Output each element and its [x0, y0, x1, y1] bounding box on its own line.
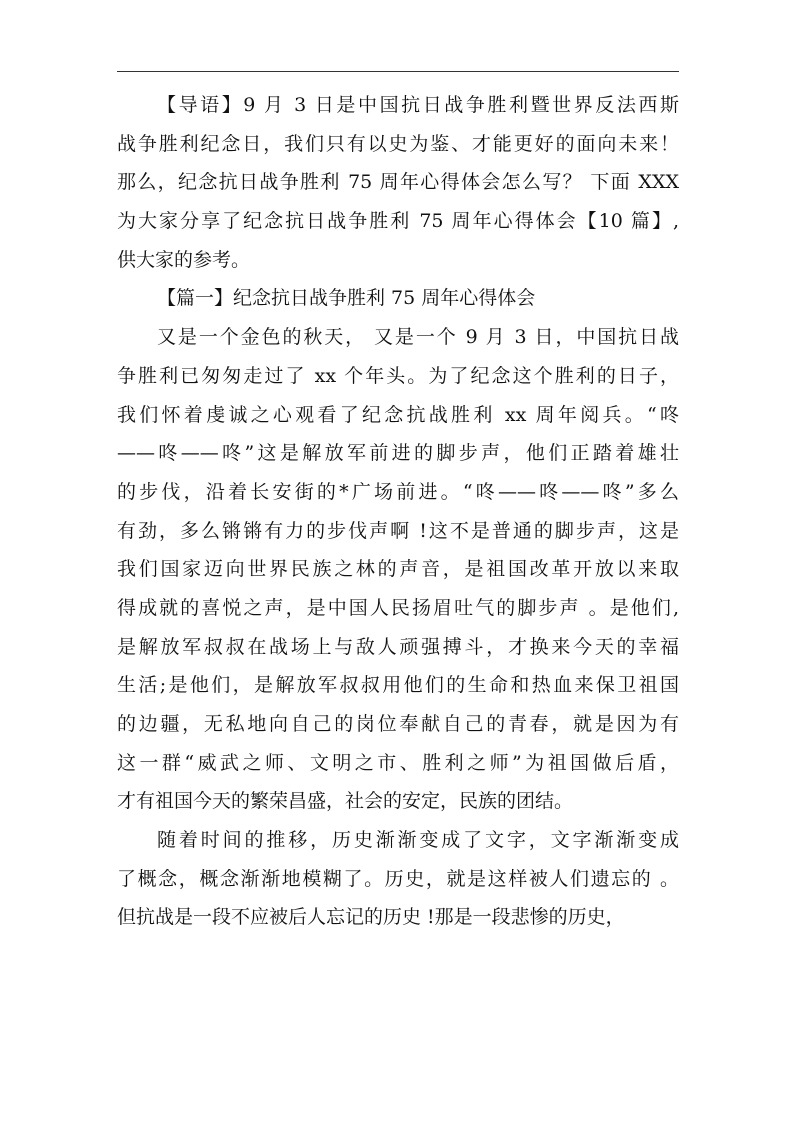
text-line: 供大家的参考。: [117, 248, 251, 271]
text-line: 争胜利已匆匆走过了 xx 个年头。为了纪念这个胜利的日子，: [117, 364, 679, 387]
text-line: 生活;是他们，是解放军叔叔用他们的生命和热血来保卫祖国: [117, 674, 679, 697]
text-line: 那么，纪念抗日战争胜利 75 周年心得体会怎么写？ 下面 XXX: [117, 171, 679, 194]
document-body: [117, 86, 679, 937]
text-line: 随着时间的推移，历史渐渐变成了文字，文字渐渐变成: [157, 829, 679, 852]
header-rule: [117, 71, 679, 72]
text-line: 又是一个金色的秋天， 又是一个 9 月 3 日，中国抗日战: [157, 326, 679, 349]
text-line: 才有祖国今天的繁荣昌盛，社会的安定，民族的团结。: [117, 790, 574, 813]
text-line: 但抗战是一段不应被后人忘记的历史 !那是一段悲惨的历史，: [117, 906, 625, 929]
text-line: 【导语】9 月 3 日是中国抗日战争胜利暨世界反法西斯: [157, 94, 679, 116]
paragraph-section-heading: [117, 279, 679, 318]
text-line: 我们国家迈向世界民族之林的声音，是祖国改革开放以来取: [117, 558, 679, 581]
text-line: 我们怀着虔诚之心观看了纪念抗战胜利 xx 周年阅兵。“咚: [117, 403, 679, 426]
paragraph-intro: [117, 86, 679, 279]
text-line: 得成就的喜悦之声，是中国人民扬眉吐气的脚步声 。是他们,: [117, 596, 679, 619]
text-line: 的边疆，无私地向自己的岗位奉献自己的青春，就是因为有: [117, 713, 679, 735]
text-line: ——咚——咚”这是解放军前进的脚步声，他们正踏着雄壮: [117, 442, 679, 465]
text-line: 的步伐，沿着长安街的*广场前进。“咚——咚——咚”多么: [117, 480, 679, 503]
text-line: 战争胜利纪念日，我们只有以史为鉴、才能更好的面向未来！: [117, 132, 679, 155]
paragraph-body-2: [117, 821, 679, 937]
text-line: 有劲，多么锵锵有力的步伐声啊 !这不是普通的脚步声，这是: [117, 519, 679, 542]
text-line: 【篇一】纪念抗日战争胜利 75 周年心得体会: [157, 287, 536, 310]
text-line: 这一群“威武之师、文明之市、胜利之师”为祖国做后盾，: [117, 751, 679, 774]
paragraph-body-1: [117, 318, 679, 821]
text-line: 为大家分享了纪念抗日战争胜利 75 周年心得体会【10 篇】,: [117, 210, 679, 233]
text-line: 是解放军叔叔在战场上与敌人顽强搏斗，才换来今天的幸福: [117, 635, 679, 658]
text-line: 了概念，概念渐渐地模糊了。历史，就是这样被人们遗忘的 。: [117, 867, 679, 890]
